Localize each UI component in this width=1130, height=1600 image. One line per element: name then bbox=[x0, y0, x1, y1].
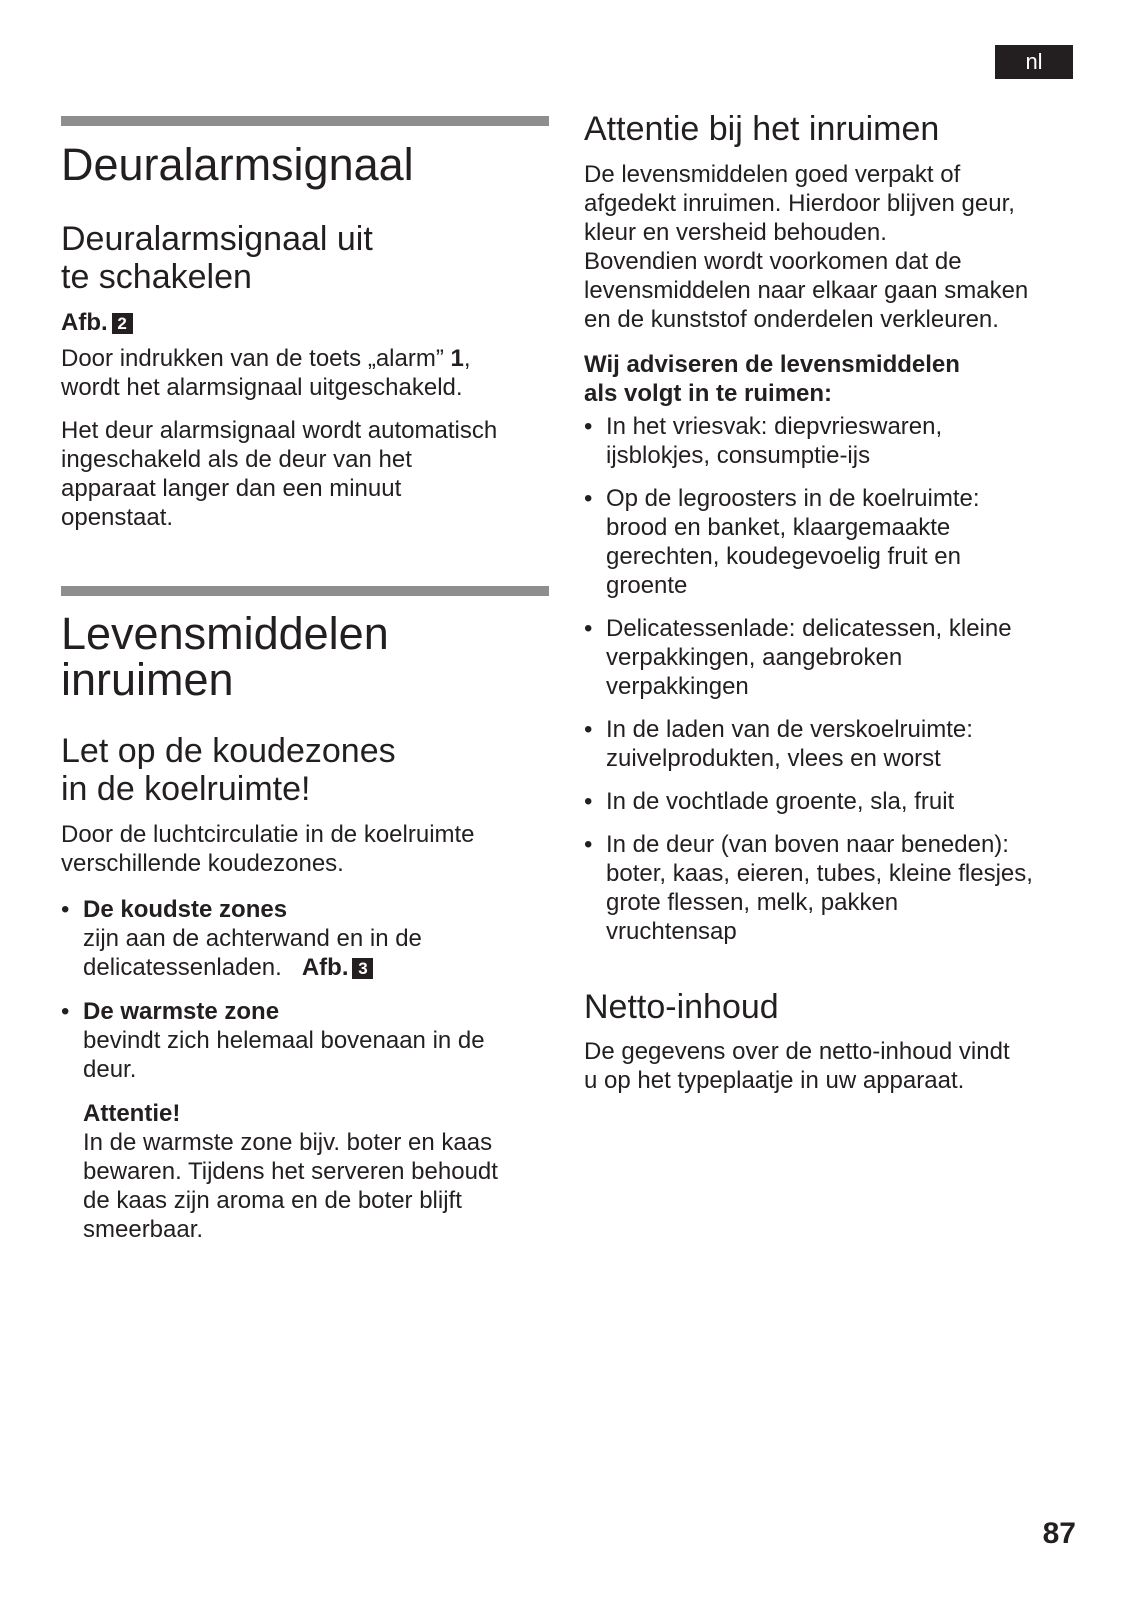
text-line: In de vochtlade groente, sla, fruit bbox=[606, 788, 955, 815]
text-line: verpakkingen bbox=[606, 673, 749, 700]
text-line: wordt het alarmsignaal uitgeschakeld. bbox=[61, 374, 463, 401]
subsection-title-cold-zones bbox=[61, 732, 396, 808]
text-line: zijn aan de achterwand en in de bbox=[83, 925, 422, 952]
text-line: Het deur alarmsignaal wordt automatisch bbox=[61, 417, 498, 444]
section-title-net-content: Netto-inhoud bbox=[584, 988, 779, 1026]
list-item-heading: De koudste zones bbox=[83, 896, 288, 923]
cold-zones-list bbox=[61, 895, 549, 1084]
subsection-title-line: Let op de koudezones bbox=[61, 732, 396, 770]
text-line: levensmiddelen naar elkaar gaan smaken bbox=[584, 277, 1029, 304]
text-line: ijsblokjes, consumptie-ijs bbox=[606, 442, 871, 469]
storage-advice-list bbox=[584, 412, 1084, 946]
text-line: De gegevens over de netto-inhoud vindt bbox=[584, 1038, 1010, 1065]
list-item-heading: De warmste zone bbox=[83, 998, 280, 1025]
text-line: grote flessen, melk, pakken bbox=[606, 889, 899, 916]
text-line: De levensmiddelen goed verpakt of bbox=[584, 161, 961, 188]
text-line: Wij adviseren de levensmiddelen bbox=[584, 351, 960, 378]
section-title-door-alarm: Deuralarmsignaal bbox=[61, 139, 414, 190]
text-line: bewaren. Tijdens het serveren behoudt bbox=[83, 1158, 498, 1185]
text-line: In de deur (van boven naar beneden): bbox=[606, 831, 1009, 858]
list-item-freezer bbox=[584, 412, 1084, 470]
paragraph-air-circulation bbox=[61, 820, 549, 878]
list-item-door bbox=[584, 830, 1084, 946]
paragraph-auto-alarm bbox=[61, 416, 549, 532]
section-divider bbox=[61, 116, 549, 126]
figure-number-badge: 2 bbox=[112, 313, 133, 334]
text-line: zuivelprodukten, vlees en worst bbox=[606, 745, 941, 772]
section-title-storing-food bbox=[61, 608, 389, 705]
text-line: openstaat. bbox=[61, 504, 174, 531]
list-item-shelves bbox=[584, 484, 1084, 600]
figure-label: Afb. bbox=[301, 954, 349, 981]
text-line: ingeschakeld als de deur van het bbox=[61, 446, 412, 473]
text-line: In de laden van de verskoelruimte: bbox=[606, 716, 973, 743]
figure-label: Afb. bbox=[61, 309, 108, 336]
figure-reference bbox=[61, 308, 133, 337]
list-item-vegetable-drawer bbox=[584, 787, 1084, 816]
paragraph-packaging bbox=[584, 160, 1074, 334]
attention-heading: Attentie! bbox=[83, 1100, 181, 1127]
paragraph-alarm-button bbox=[61, 344, 549, 402]
text-line: In het vriesvak: diepvrieswaren, bbox=[606, 413, 943, 440]
section-title-line: Levensmiddelen bbox=[61, 608, 389, 659]
key-number: 1 bbox=[450, 345, 464, 372]
subsection-title-door-alarm-off bbox=[61, 220, 373, 296]
text-line: apparaat langer dan een minuut bbox=[61, 475, 402, 502]
text-line: Door de luchtcirculatie in de koelruimte bbox=[61, 821, 475, 848]
text-line: Op de legroosters in de koelruimte: bbox=[606, 485, 980, 512]
list-item-fresh-drawers bbox=[584, 715, 1084, 773]
text-line: vruchtensap bbox=[606, 918, 737, 945]
list-item-delicatessen-drawer bbox=[584, 614, 1084, 701]
text-line: gerechten, koudegevoelig fruit en bbox=[606, 543, 961, 570]
text-line: kleur en versheid behouden. bbox=[584, 219, 887, 246]
text-line: als volgt in te ruimen: bbox=[584, 380, 833, 407]
section-title-line: inruimen bbox=[61, 654, 234, 705]
text-line: brood en banket, klaargemaakte bbox=[606, 514, 951, 541]
language-tab: nl bbox=[995, 45, 1073, 79]
text-line: smeerbaar. bbox=[83, 1216, 204, 1243]
text-fragment: , bbox=[463, 345, 471, 372]
text-fragment: Door indrukken van de toets „alarm” bbox=[61, 345, 451, 372]
text-line: en de kunststof onderdelen verkleuren. bbox=[584, 306, 999, 333]
text-line: Delicatessenlade: delicatessen, kleine bbox=[606, 615, 1012, 642]
page-number: 87 bbox=[1042, 1517, 1076, 1550]
text-line: In de warmste zone bijv. boter en kaas bbox=[83, 1129, 493, 1156]
text-line: Bovendien wordt voorkomen dat de bbox=[584, 248, 962, 275]
text-line: deur. bbox=[83, 1056, 137, 1083]
section-title-attention-storing: Attentie bij het inruimen bbox=[584, 110, 940, 148]
subsection-title-line: in de koelruimte! bbox=[61, 770, 311, 808]
paragraph-net-content bbox=[584, 1037, 1074, 1095]
text-line: boter, kaas, eieren, tubes, kleine flesjes, bbox=[606, 860, 1033, 887]
text-line: delicatessenladen. bbox=[83, 954, 282, 981]
text-line: bevindt zich helemaal bovenaan in de bbox=[83, 1027, 485, 1054]
attention-note bbox=[83, 1099, 549, 1244]
text-line: de kaas zijn aroma en de boter blijft bbox=[83, 1187, 462, 1214]
figure-number-badge: 3 bbox=[352, 958, 373, 979]
text-line: verschillende koudezones. bbox=[61, 850, 344, 877]
text-line: u op het typeplaatje in uw apparaat. bbox=[584, 1067, 965, 1094]
text-line: afgedekt inruimen. Hierdoor blijven geur, bbox=[584, 190, 1015, 217]
text-line: groente bbox=[606, 572, 688, 599]
list-item-coldest-zones bbox=[61, 895, 549, 982]
advice-heading bbox=[584, 350, 1074, 408]
subsection-title-line: Deuralarmsignaal uit bbox=[61, 220, 373, 258]
text-line: verpakkingen, aangebroken bbox=[606, 644, 903, 671]
section-divider bbox=[61, 586, 549, 596]
subsection-title-line: te schakelen bbox=[61, 258, 252, 296]
list-item-warmest-zone bbox=[61, 997, 549, 1084]
